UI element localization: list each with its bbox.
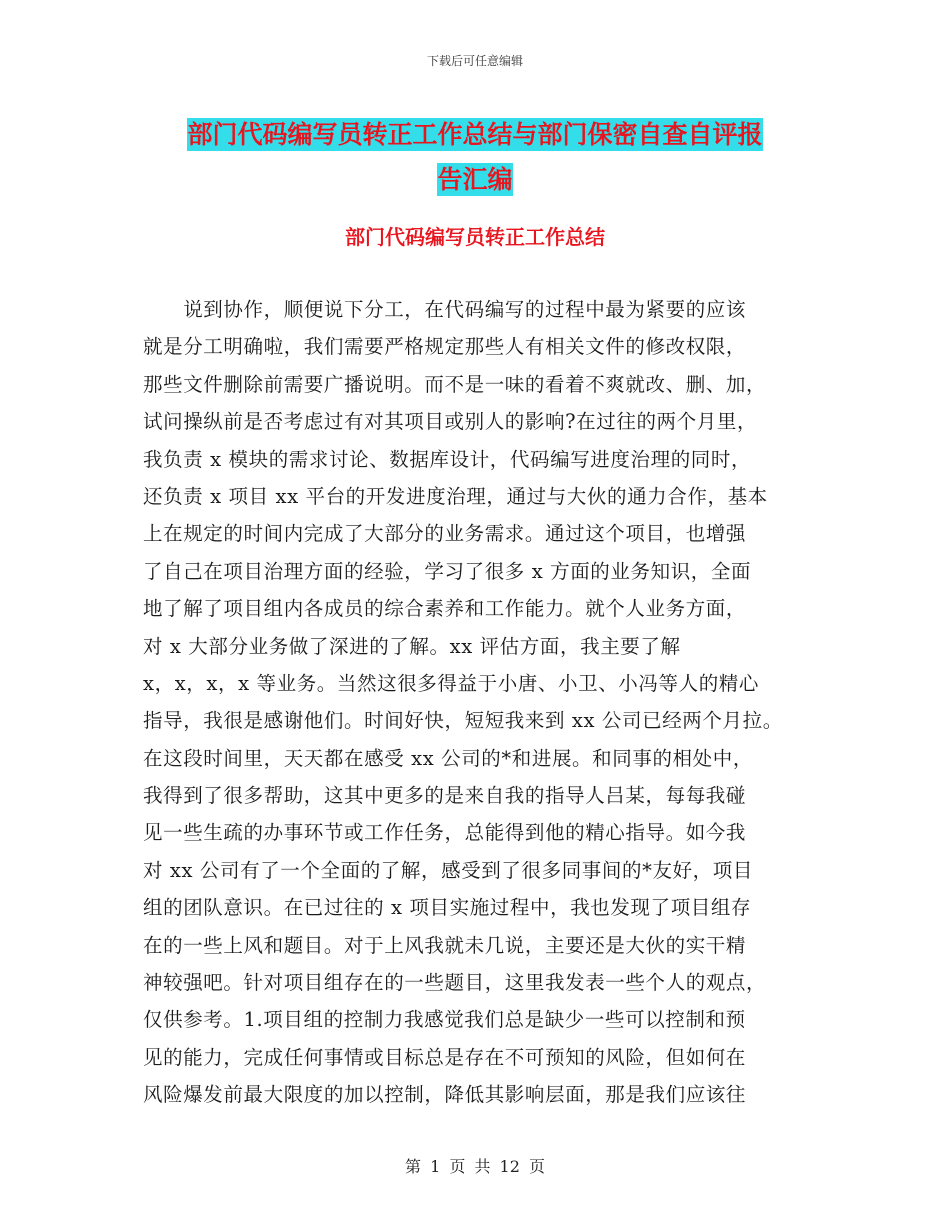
body-line: 指导，我很是感谢他们。时间好快，短短我来到 xx 公司已经两个月拉。: [143, 709, 783, 733]
body-line: 风险爆发前最大限度的加以控制，降低其影响层面，那是我们应该往: [143, 1083, 747, 1107]
page-footer: 第 1 页 共 12 页: [405, 1157, 545, 1176]
body-line: 说到协作，顺便说下分工，在代码编写的过程中最为紧要的应该: [143, 298, 747, 321]
body-line: 了自己在项目治理方面的经验，学习了很多 x 方面的业务知识，全面: [143, 559, 752, 583]
body-line: 我负责 x 模块的需求讨论、数据库设计，代码编写进度治理的同时，: [143, 447, 752, 471]
header-note: 下载后可任意编辑: [426, 54, 523, 68]
body-line: 在的一些上风和题目。对于上风我就未几说，主要还是大伙的实干精: [143, 933, 747, 957]
body-line: 上在规定的时间内完成了大部分的业务需求。通过这个项目，也增强: [143, 522, 747, 546]
body-line: 对 xx 公司有了一个全面的了解，感受到了很多同事间的*友好，项目: [143, 858, 753, 882]
body-line: 还负责 x 项目 xx 平台的开发进度治理，通过与大伙的通力合作，基本: [143, 484, 768, 508]
body-line: 那些文件删除前需要广播说明。而不是一味的看着不爽就改、删、加，: [143, 372, 767, 396]
body-line: 就是分工明确啦，我们需要严格规定那些人有相关文件的修改权限，: [143, 335, 747, 359]
title-line-1: 部门代码编写员转正工作总结与部门保密自查自评报: [187, 120, 763, 149]
document-title: [150, 112, 800, 202]
body-paragraph: [143, 291, 813, 1114]
body-line: 在这段时间里，天天都在感受 xx 公司的*和进展。和同事的相处中，: [143, 746, 753, 770]
body-line: x，x，x，x 等业务。当然这很多得益于小唐、小卫、小冯等人的精心: [143, 671, 759, 695]
body-line: 见的能力，完成任何事情或目标总是存在不可预知的风险，但如何在: [143, 1045, 747, 1069]
body-line: 组的团队意识。在已过往的 x 项目实施过程中，我也发现了项目组存: [143, 896, 752, 920]
body-line: 神较强吧。针对项目组存在的一些题目，这里我发表一些个人的观点，: [143, 971, 767, 995]
body-line: 我得到了很多帮助，这其中更多的是来自我的指导人吕某，每每我碰: [143, 784, 747, 808]
body-line: 见一些生疏的办事环节或工作任务，总能得到他的精心指导。如今我: [143, 821, 747, 845]
body-line: 仅供参考。1.项目组的控制力我感觉我们总是缺少一些可以控制和预: [143, 1008, 746, 1032]
title-line-2: 告汇编: [437, 165, 513, 194]
body-line: 地了解了项目组内各成员的综合素养和工作能力。就个人业务方面，: [143, 597, 747, 621]
body-line: 对 x 大部分业务做了深进的了解。xx 评估方面，我主要了解: [143, 634, 681, 658]
body-line: 试问操纵前是否考虑过有对其项目或别人的影响?在过往的两个月里，: [143, 410, 758, 434]
section-title: 部门代码编写员转正工作总结: [345, 225, 605, 249]
